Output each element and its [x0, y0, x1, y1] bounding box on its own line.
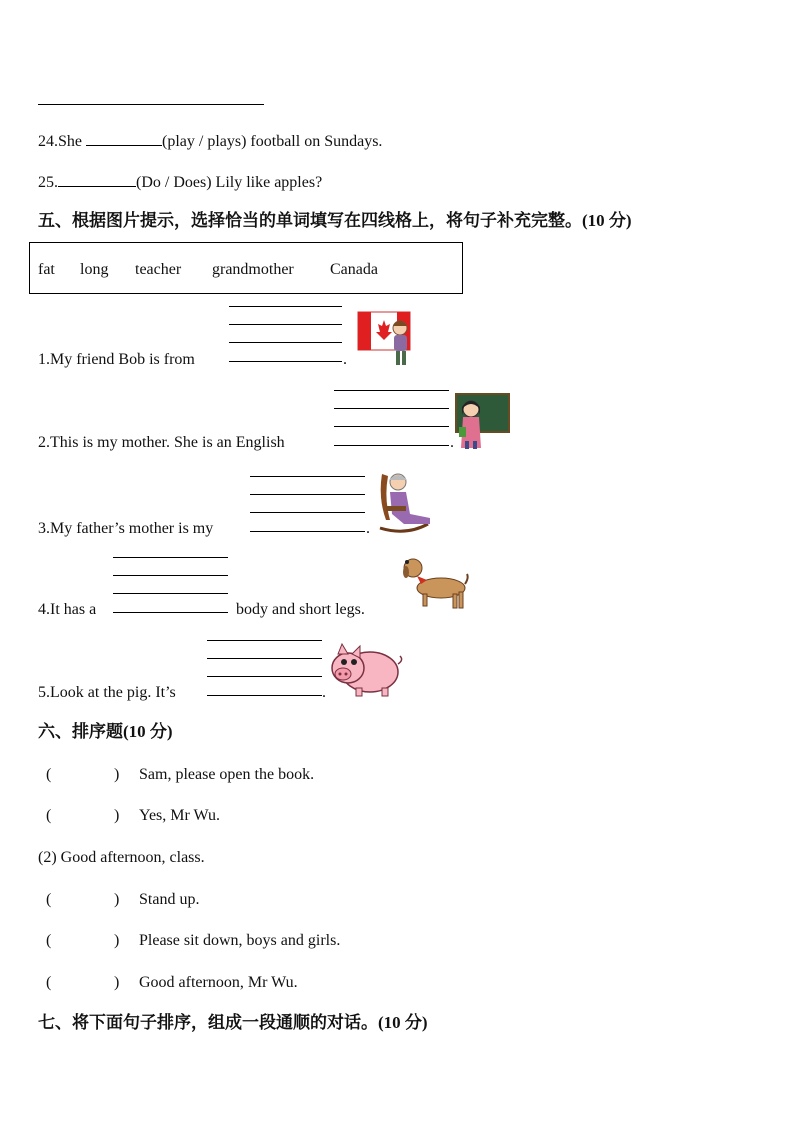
order-blank[interactable]	[56, 931, 112, 951]
pig-icon	[326, 642, 404, 698]
order-paren-open: (	[46, 766, 52, 783]
order-blank[interactable]	[56, 765, 112, 785]
order-paren-close: )	[114, 932, 120, 949]
word-bank-item: long	[80, 261, 109, 278]
section-5-title: 五、根据图片提示，选择恰当的单词填写在四线格上，将句子补充完整。(10 分)	[38, 211, 632, 230]
word-bank-item: teacher	[135, 261, 182, 278]
word-bank-item: fat	[38, 261, 55, 278]
item-1-end: .	[343, 351, 347, 368]
order-sentence: Please sit down, boys and girls.	[139, 932, 341, 949]
four-line-grid-line	[334, 408, 449, 409]
item-5-end: .	[322, 684, 326, 701]
word-bank-box	[29, 242, 463, 294]
word-bank-item: Canada	[330, 261, 378, 278]
item-2-end: .	[450, 434, 454, 451]
four-line-grid-line	[113, 557, 228, 558]
section-7-title: 七、将下面句子排序，组成一段通顺的对话。(10 分)	[38, 1013, 428, 1032]
four-line-grid-line	[334, 426, 449, 427]
four-line-grid-line	[250, 494, 365, 495]
answer-line-top	[38, 104, 264, 105]
item-2-text: 2.This is my mother. She is an English	[38, 434, 285, 451]
item-1-text: 1.My friend Bob is from	[38, 351, 195, 368]
order-sentence-fixed: (2) Good afternoon, class.	[38, 849, 205, 866]
four-line-grid-line	[334, 390, 449, 391]
four-line-grid-line	[334, 445, 449, 446]
order-sentence: Stand up.	[139, 891, 200, 908]
four-line-grid-line	[250, 512, 365, 513]
four-line-grid-line	[250, 531, 365, 532]
word-bank-item: grandmother	[212, 261, 294, 278]
order-paren-close: )	[114, 807, 120, 824]
four-line-grid-line	[207, 640, 322, 641]
order-sentence: Sam, please open the book.	[139, 766, 315, 783]
order-paren-close: )	[114, 891, 120, 908]
item-3-text: 3.My father’s mother is my	[38, 520, 214, 537]
order-paren-close: )	[114, 766, 120, 783]
order-paren-open: (	[46, 807, 52, 824]
order-sentence: Yes, Mr Wu.	[139, 807, 221, 824]
order-paren-open: (	[46, 974, 52, 991]
four-line-grid-line	[207, 695, 322, 696]
order-blank[interactable]	[56, 973, 112, 993]
grandmother-icon	[376, 468, 436, 534]
four-line-grid-line	[113, 593, 228, 594]
item-5-text: 5.Look at the pig. It’s	[38, 684, 176, 701]
canada-flag-boy-icon	[356, 306, 420, 368]
four-line-grid-line	[113, 575, 228, 576]
dog-icon	[399, 556, 469, 616]
four-line-grid-line	[250, 476, 365, 477]
question-24: 24.She (play / plays) football on Sundays.	[38, 129, 382, 152]
order-paren-close: )	[114, 974, 120, 991]
four-line-grid-line	[207, 658, 322, 659]
item-4-text: 4.It has a	[38, 601, 97, 618]
answer-blank[interactable]	[58, 170, 136, 187]
four-line-grid-line	[229, 324, 342, 325]
four-line-grid-line	[229, 361, 342, 362]
answer-blank[interactable]	[86, 129, 162, 146]
order-blank[interactable]	[56, 890, 112, 910]
four-line-grid-line	[229, 306, 342, 307]
order-paren-open: (	[46, 932, 52, 949]
section-6-title: 六、排序题(10 分)	[38, 722, 173, 741]
four-line-grid-line	[113, 612, 228, 613]
teacher-icon	[454, 393, 510, 449]
question-25: 25. (Do / Does) Lily like apples?	[38, 170, 322, 193]
four-line-grid-line	[207, 676, 322, 677]
four-line-grid-line	[229, 342, 342, 343]
order-blank[interactable]	[56, 806, 112, 826]
order-sentence: Good afternoon, Mr Wu.	[139, 974, 298, 991]
item-3-end: .	[366, 520, 370, 537]
item-4-end: body and short legs.	[236, 601, 365, 618]
order-paren-open: (	[46, 891, 52, 908]
